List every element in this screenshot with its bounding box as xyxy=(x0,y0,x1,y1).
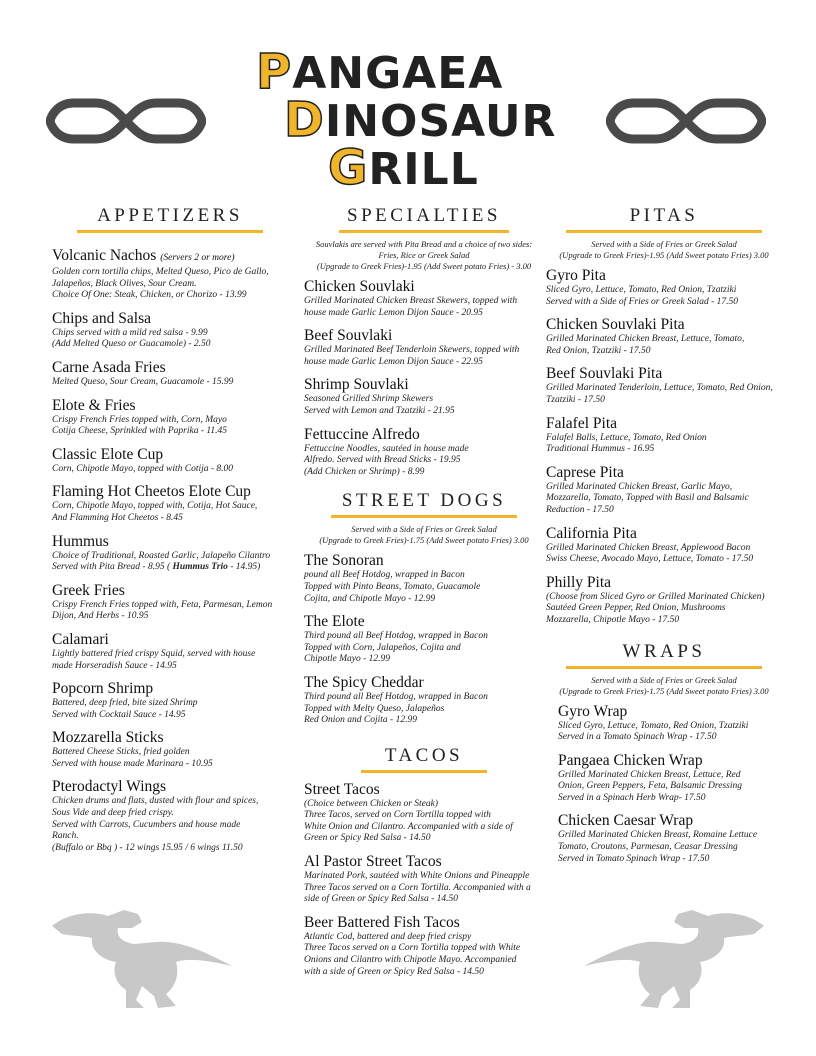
title-initial: G xyxy=(328,140,369,196)
title-initial: D xyxy=(284,92,325,148)
menu-item-title: Chicken Souvlaki Pita xyxy=(546,316,685,334)
street-dogs-note: Served with a Side of Fries or Greek Salad (Upgrade to Greek Fries)-1.75 (Add Sweet potato Fries) 3.00 xyxy=(319,524,529,546)
title-initial: P xyxy=(256,44,293,100)
restaurant-title xyxy=(256,44,586,196)
menu-item-title: Pangaea Chicken Wrap xyxy=(558,751,703,769)
menu-item-name xyxy=(52,631,288,649)
title-word: RILL xyxy=(368,144,479,195)
menu-item-title: Volcanic Nachos xyxy=(52,247,157,264)
wraps-list xyxy=(546,703,782,866)
menu-item-title: Popcorn Shrimp xyxy=(52,680,154,698)
menu-item xyxy=(304,426,544,479)
menu-item-description-text: Battered, deep fried, bite sized Shrimp Served with Cocktail Sauce - 14.95 xyxy=(52,698,198,720)
menu-item-title: Gyro Pita xyxy=(546,267,606,284)
menu-item-title: Calamari xyxy=(52,630,109,648)
pitas-list xyxy=(546,267,782,627)
appetizers-heading: APPETIZERS xyxy=(77,205,263,233)
menu-item xyxy=(546,525,782,566)
menu-item-description-text: Seasoned Grilled Shrimp Skewers Served with Lemon and Tzatziki - 21.95 xyxy=(304,394,455,416)
menu-item xyxy=(52,397,288,438)
pitas-note: Served with a Side of Fries or Greek Salad (Upgrade to Greek Fries)-1.95 (Add Sweet potato Fries) 3.00 xyxy=(559,239,769,260)
menu-item-description xyxy=(558,721,782,744)
menu-item-description xyxy=(304,932,544,978)
menu-item-description xyxy=(546,383,782,406)
menu-item-title: Falafel Pita xyxy=(546,414,618,432)
menu-item-name xyxy=(52,729,288,747)
menu-item-title: Al Pastor Street Tacos xyxy=(304,853,442,871)
menu-item-description xyxy=(52,747,288,770)
menu-item-name xyxy=(546,267,782,285)
menu-item-description-text: Third pound all Beef Hotdog, wrapped in Bacon Topped with Corn, Jalapeños, Cojita and Chipotle Mayo - 12.99 xyxy=(304,631,488,665)
title-line-2 xyxy=(284,92,586,148)
t-rex-icon xyxy=(46,906,236,1012)
menu-item-name xyxy=(52,310,288,328)
menu-item-name xyxy=(558,703,782,721)
menu-item-title: Beef Souvlaki xyxy=(304,327,393,345)
menu-item-name xyxy=(546,525,782,543)
menu-item-description-text: Grilled Marinated Chicken Breast, Romaine Lettuce Tomato, Croutons, Parmesan, Ceasar Dressing Served in Tomato Spinach Wrap - 17.50 xyxy=(558,830,758,864)
specialties-heading: SPECIALTIES xyxy=(339,205,509,233)
menu-item-name xyxy=(546,415,782,433)
menu-item xyxy=(558,812,782,865)
menu-item-name xyxy=(52,680,288,698)
menu-item-description xyxy=(304,631,544,666)
menu-item-name xyxy=(546,365,782,383)
menu-item-name xyxy=(304,781,544,799)
menu-item-description-text: Chicken drums and flats, dusted with flour and spices, Sous Vide and deep fried crispy. Served with Carrots, Cucumbers and house made Ranch. (Buffalo or Bbq ) - 12 wings 15.95 / 6 wings 11.50 xyxy=(52,796,259,853)
menu-item-description xyxy=(304,394,544,417)
menu-item xyxy=(52,680,288,721)
menu-item-description xyxy=(546,285,782,308)
menu-item-name xyxy=(52,247,288,267)
menu-item-title: Greek Fries xyxy=(52,581,125,599)
menu-item xyxy=(558,703,782,744)
menu-item-title: Pterodactyl Wings xyxy=(52,778,167,796)
menu-item-name xyxy=(546,316,782,334)
menu-item-title: The Elote xyxy=(304,613,365,631)
menu-item xyxy=(52,359,288,389)
title-word: ANGAEA xyxy=(292,48,504,99)
menu-item-subtitle: (Servers 2 or more) xyxy=(160,253,235,263)
menu-item-description xyxy=(558,830,782,865)
menu-item xyxy=(52,582,288,623)
menu-item xyxy=(304,853,544,906)
menu-item-name xyxy=(52,582,288,600)
menu-item xyxy=(52,729,288,770)
menu-item-description-text: Crispy French Fries topped with, Feta, Parmesan, Lemon Dijon, And Herbs - 10.95 xyxy=(52,599,273,622)
menu-item-title: Chips and Salsa xyxy=(52,309,152,327)
menu-item-title: Beer Battered Fish Tacos xyxy=(304,913,460,931)
menu-item-name xyxy=(304,853,544,871)
specialties-note: Souvlakis are served with Pita Bread and a choice of two sides: Fries, Rice or Greek Salad (Upgrade to Greek Fries)-1.95 (Add Sweet potato Fries) - 3.00 xyxy=(315,239,533,271)
specialties-column xyxy=(304,205,544,986)
menu-item-description xyxy=(52,415,288,438)
menu-item-description-text: - 14.95) xyxy=(227,562,261,573)
menu-item-title: Gyro Wrap xyxy=(558,702,628,720)
menu-item xyxy=(304,327,544,368)
menu-item-name xyxy=(304,914,544,932)
menu-item-description-text: Grilled Marinated Chicken Breast, Lettuce, Red Onion, Green Peppers, Feta, Balsamic Dressing Served in a Spinach Herb Wrap- 17.50 xyxy=(558,769,742,803)
menu-item-highlight: Hummus Trio xyxy=(172,562,228,573)
menu-item xyxy=(546,365,782,406)
menu-item-description xyxy=(304,570,544,605)
menu-item-description-text: Falafel Balls, Lettuce, Tomato, Red Onion Traditional Hummus - 16.95 xyxy=(546,432,707,455)
title-line-1 xyxy=(256,44,586,100)
menu-item-description xyxy=(52,267,288,302)
menu-item-description-text: Choice of Traditional, Roasted Garlic, Jalapeño Cilantro Served with Pita Bread - 8.95 ( xyxy=(52,550,271,573)
menu-item-description xyxy=(304,871,544,906)
menu-item-name xyxy=(304,426,544,444)
menu-item-description xyxy=(52,501,288,524)
menu-item-name xyxy=(52,359,288,377)
menu-item xyxy=(304,376,544,417)
infinity-knot-icon xyxy=(606,93,766,149)
street-dogs-list xyxy=(304,552,544,726)
menu-item xyxy=(546,574,782,627)
pitas-column xyxy=(546,205,782,873)
menu-item xyxy=(52,533,288,574)
menu-item-name xyxy=(304,613,544,631)
menu-item xyxy=(52,778,288,854)
menu-item-title: Philly Pita xyxy=(546,573,612,591)
menu-item xyxy=(546,464,782,517)
wraps-heading: WRAPS xyxy=(566,641,762,669)
infinity-knot-icon xyxy=(46,93,206,149)
tacos-heading: TACOS xyxy=(361,745,487,773)
menu-item-description xyxy=(52,377,288,389)
menu-item-description xyxy=(304,692,544,727)
menu-item-description xyxy=(304,444,544,479)
menu-item xyxy=(558,752,782,805)
menu-item-name xyxy=(52,446,288,464)
menu-item-title: Elote & Fries xyxy=(52,396,136,414)
menu-item-name xyxy=(52,778,288,796)
menu-item-title: Chicken Caesar Wrap xyxy=(558,812,694,830)
menu-item-name xyxy=(304,278,544,296)
t-rex-icon xyxy=(580,906,770,1012)
menu-item-description xyxy=(558,770,782,805)
menu-item-description-text: pound all Beef Hotdog, wrapped in Bacon Topped with Pinto Beans, Tomato, Guacamole Cojita, and Chipotle Mayo - 12.99 xyxy=(304,570,481,604)
menu-item-name xyxy=(304,327,544,345)
menu-item-description xyxy=(546,482,782,517)
menu-item-description xyxy=(52,551,288,574)
menu-item-title: Flaming Hot Cheetos Elote Cup xyxy=(52,483,251,501)
menu-item-description-text: Chips served with a mild red salsa - 9.99 (Add Melted Queso or Guacamole) - 2.50 xyxy=(52,327,211,350)
menu-item xyxy=(304,914,544,978)
menu-item-description-text: Grilled Marinated Chicken Breast Skewers, topped with house made Garlic Lemon Dijon Sauce - 20.95 xyxy=(304,296,518,318)
menu-item-description xyxy=(546,543,782,566)
menu-item-title: Chicken Souvlaki xyxy=(304,278,415,295)
menu-item-title: Shrimp Souvlaki xyxy=(304,376,409,394)
menu-item-description xyxy=(52,796,288,854)
menu-item xyxy=(52,247,288,302)
menu-item-description-text: Lightly battered fried crispy Squid, served with house made Horseradish Sauce - 14.95 xyxy=(52,648,256,671)
menu-item-description-text: Battered Cheese Sticks, fried golden Served with house made Marinara - 10.95 xyxy=(52,747,213,769)
menu-item-description xyxy=(546,334,782,357)
menu-item xyxy=(546,267,782,308)
menu-item-description xyxy=(546,433,782,456)
appetizers-list xyxy=(52,247,288,854)
menu-item-description-text: Grilled Marinated Chicken Breast, Garlic Mayo, Mozzarella, Tomato, Topped with Basil and Balsamic Reduction - 17.50 xyxy=(546,481,749,515)
menu-item-name xyxy=(304,674,544,692)
menu-item-description-text: Grilled Marinated Beef Tenderloin Skewers, topped with house made Garlic Lemon Dijon Sauce - 22.95 xyxy=(304,345,520,367)
tacos-list xyxy=(304,781,544,979)
menu-item xyxy=(546,316,782,357)
menu-item-description-text: Grilled Marinated Chicken Breast, Applewood Bacon Swiss Cheese, Avocado Mayo, Lettuce, Tomato - 17.50 xyxy=(546,542,754,565)
menu-item-description xyxy=(546,592,782,627)
title-word: INOSAUR xyxy=(324,96,557,147)
menu-item-title: Fettuccine Alfredo xyxy=(304,425,420,443)
menu-item-name xyxy=(558,812,782,830)
menu-item xyxy=(304,278,544,319)
menu-item-description-text: Grilled Marinated Chicken Breast, Lettuce, Tomato, Red Onion, Tzatziki - 17.50 xyxy=(546,334,745,356)
menu-item-description-text: Melted Queso, Sour Cream, Guacamole - 15.99 xyxy=(52,376,234,387)
menu-item xyxy=(304,552,544,605)
menu-item-name xyxy=(546,574,782,592)
menu-item-title: Carne Asada Fries xyxy=(52,358,166,376)
menu-item-name xyxy=(52,533,288,551)
street-dogs-heading: STREET DOGS xyxy=(331,490,517,518)
menu-item xyxy=(304,613,544,666)
menu-item-description-text: Atlantic Cod, battered and deep fried crispy Three Tacos served on a Corn Tortilla topped with White Onions and Cilantro with Chipotle Mayo. Accompanied with a side of Green or Spicy Red Salsa - 14.50 xyxy=(304,931,521,977)
menu-item xyxy=(52,631,288,672)
menu-item-description-text: (Choice between Chicken or Steak) Three Tacos, served on Corn Tortilla topped with White Onion and Cilantro. Accompanied with a side of Green or Spicy Red Salsa - 14.50 xyxy=(304,798,513,844)
menu-item-description-text: Fettuccine Noodles, sautéed in house made Alfredo. Served with Bread Sticks - 19.95 (Add Chicken or Shrimp) - 8.99 xyxy=(304,443,469,477)
menu-item xyxy=(304,781,544,845)
menu-item-description-text: (Choose from Sliced Gyro or Grilled Marinated Chicken) Sautéed Green Pepper, Red Onion, Mushrooms Mozzarella, Chipotle Mayo - 17.50 xyxy=(546,591,765,625)
menu-item-title: The Spicy Cheddar xyxy=(304,673,424,691)
menu-item xyxy=(52,310,288,351)
menu-item-title: The Sonoran xyxy=(304,552,384,570)
menu-item-name xyxy=(304,376,544,394)
menu-item-description-text: Corn, Chipotle Mayo, topped with Cotija - 8.00 xyxy=(52,463,234,474)
menu-item-title: Beef Souvlaki Pita xyxy=(546,365,663,383)
title-line-3 xyxy=(328,140,586,196)
menu-item-description-text: Grilled Marinated Tenderloin, Lettuce, Tomato, Red Onion, Tzatziki - 17.50 xyxy=(546,383,773,405)
menu-item-description xyxy=(304,345,544,368)
menu-item-description xyxy=(304,296,544,319)
menu-item-description-text: Third pound all Beef Hotdog, wrapped in Bacon Topped with Melty Queso, Jalapeños Red Onion and Cojita - 12.99 xyxy=(304,691,488,726)
menu-item xyxy=(52,446,288,476)
menu-item-title: Street Tacos xyxy=(304,780,380,798)
menu-item-description xyxy=(52,328,288,351)
appetizers-column xyxy=(52,205,288,862)
menu-item xyxy=(304,674,544,727)
wraps-note: Served with a Side of Fries or Greek Salad (Upgrade to Greek Fries)-1.75 (Add Sweet potato Fries) 3.00 xyxy=(559,674,769,696)
menu-item-title: Caprese Pita xyxy=(546,463,624,481)
menu-item xyxy=(546,415,782,456)
menu-item-description xyxy=(52,698,288,721)
menu-item-name xyxy=(546,464,782,482)
menu-item-name xyxy=(52,397,288,415)
specialties-list xyxy=(304,278,544,478)
menu-item-title: Classic Elote Cup xyxy=(52,445,164,463)
menu-item-title: California Pita xyxy=(546,524,637,542)
menu-item-description-text: Marinated Pork, sautéed with White Onions and Pineapple Three Tacos served on a Corn Tortilla. Accompanied with a side of Green or Spicy Red Salsa - 14.50 xyxy=(304,871,531,905)
menu-item-description-text: Corn, Chipotle Mayo, topped with, Cotija, Hot Sauce, And Flamming Hot Cheetos - 8.45 xyxy=(52,501,258,523)
menu-item xyxy=(52,483,288,524)
menu-item-description-text: Sliced Gyro, Lettuce, Tomato, Red Onion, Tzatziki Served in a Tomato Spinach Wrap - 17.50 xyxy=(558,720,749,743)
menu-item-title: Mozzarella Sticks xyxy=(52,729,164,747)
menu-item-name xyxy=(52,483,288,501)
menu-item-description-text: Sliced Gyro, Lettuce, Tomato, Red Onion, Tzatziki Served with a Side of Fries or Greek Salad - 17.50 xyxy=(546,285,738,307)
menu-item-description-text: Golden corn tortilla chips, Melted Queso, Pico de Gallo, Jalapeños, Black Olives, Sour Cream. Choice Of One: Steak, Chicken, or Chorizo - 13.99 xyxy=(52,267,269,301)
menu-item-title: Hummus xyxy=(52,532,109,550)
menu-item-description xyxy=(304,799,544,845)
menu-item-description-text: Crispy French Fries topped with, Corn, Mayo Cotija Cheese, Sprinkled with Paprika - 11.45 xyxy=(52,414,228,437)
menu-item-description xyxy=(52,600,288,623)
menu-item-name xyxy=(558,752,782,770)
menu-item-description xyxy=(52,649,288,672)
pitas-heading: PITAS xyxy=(566,205,762,233)
menu-item-description xyxy=(52,464,288,476)
menu-item-name xyxy=(304,552,544,570)
